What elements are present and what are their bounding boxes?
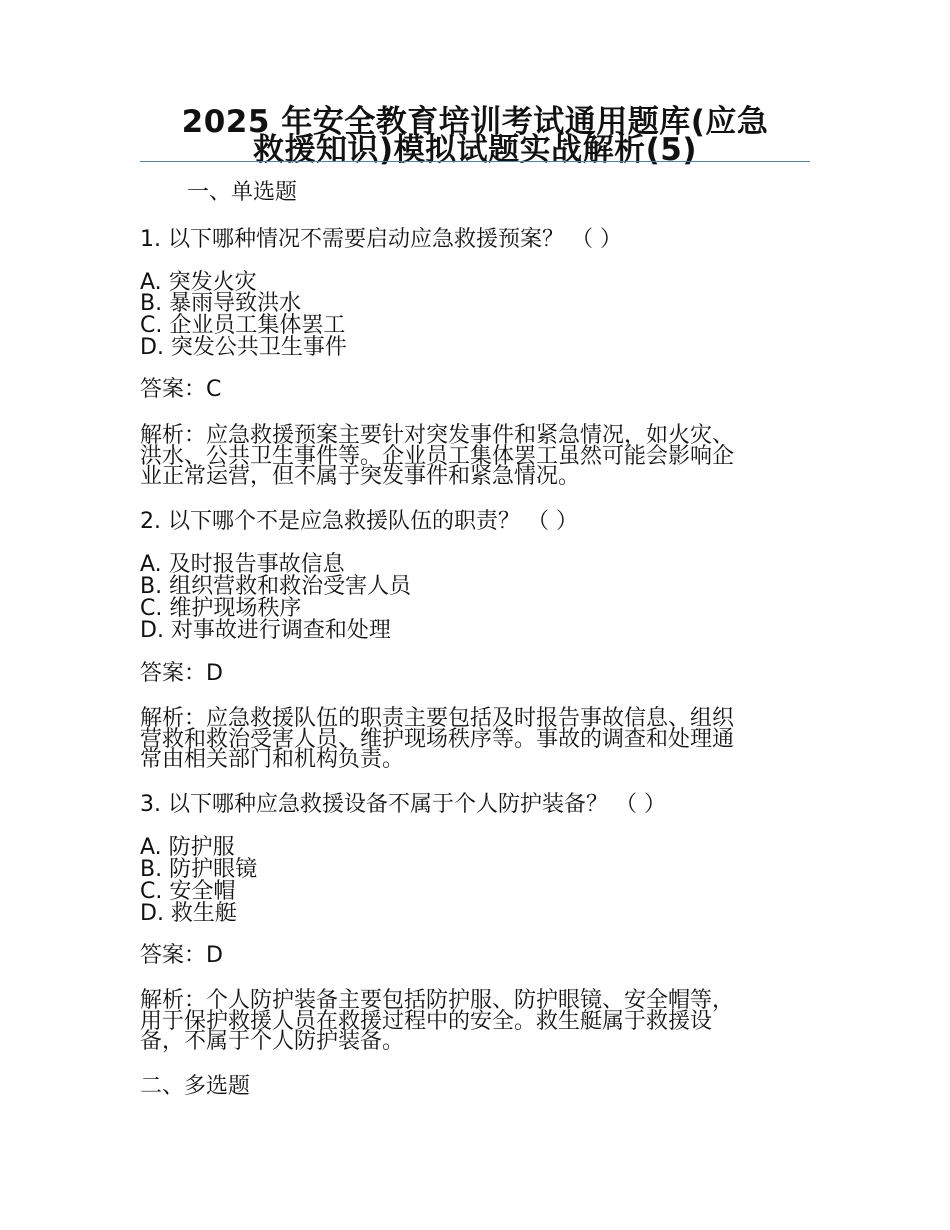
question-3-answer: 答案：D [140, 943, 223, 968]
question-1-explanation [140, 423, 810, 489]
explanation-line: 解析：应急救援队伍的职责主要包括及时报告事故信息、组织 [140, 706, 735, 731]
question-1-option-b: B. 暴雨导致洪水 [140, 291, 302, 316]
question-2-answer: 答案：D [140, 661, 223, 686]
question-3-explanation [140, 988, 810, 1054]
question-2-explanation [140, 706, 810, 772]
question-1-stem: 1. 以下哪种情况不需要启动应急救援预案？ （ ） [140, 227, 622, 252]
explanation-line: 解析：个人防护装备主要包括防护服、防护眼镜、安全帽等， [140, 988, 735, 1013]
section-heading-multiple-choice: 二、多选题 [140, 1074, 251, 1099]
explanation-line: 备，不属于个人防护装备。 [140, 1029, 405, 1054]
explanation-line: 常由相关部门和机构负责。 [140, 747, 405, 772]
question-3-option-d: D. 救生艇 [140, 901, 237, 926]
explanation-line: 洪水、公共卫生事件等。企业员工集体罢工虽然可能会影响企 [140, 443, 735, 469]
question-3-stem: 3. 以下哪种应急救援设备不属于个人防护装备？ （ ） [140, 792, 666, 817]
explanation-line: 业正常运营，但不属于突发事件和紧急情况。 [140, 464, 581, 489]
question-2-option-a: A. 及时报告事故信息 [140, 552, 345, 577]
question-2-option-b: B. 组织营救和救治受害人员 [140, 574, 412, 599]
question-1-answer: 答案：C [140, 377, 222, 402]
question-3-option-a: A. 防护服 [140, 835, 235, 860]
explanation-line: 解析：应急救援预案主要针对突发事件和紧急情况，如火灾、 [140, 423, 735, 448]
section-heading-single-choice: 一、单选题 [187, 180, 298, 205]
question-3-option-b: B. 防护眼镜 [140, 857, 258, 882]
explanation-line: 营救和救治受害人员、维护现场秩序等。事故的调查和处理通 [140, 726, 735, 752]
title-line-2: 救援知识)模拟试题实战解析(5) [252, 132, 698, 168]
document-title [140, 104, 810, 168]
question-2-option-c: C. 维护现场秩序 [140, 596, 302, 621]
question-2-option-d: D. 对事故进行调查和处理 [140, 618, 391, 643]
question-3-option-c: C. 安全帽 [140, 879, 236, 904]
question-1-option-c: C. 企业员工集体罢工 [140, 313, 346, 338]
title-line-1: 2025 年安全教育培训考试通用题库(应急 [181, 104, 769, 140]
question-1-option-a: A. 突发火灾 [140, 270, 257, 295]
question-1-option-d: D. 突发公共卫生事件 [140, 335, 347, 360]
question-2-stem: 2. 以下哪个不是应急救援队伍的职责？ （ ） [140, 509, 578, 534]
explanation-line: 用于保护救援人员在救援过程中的安全。救生艇属于救援设 [140, 1008, 713, 1034]
title-underline [140, 161, 810, 162]
